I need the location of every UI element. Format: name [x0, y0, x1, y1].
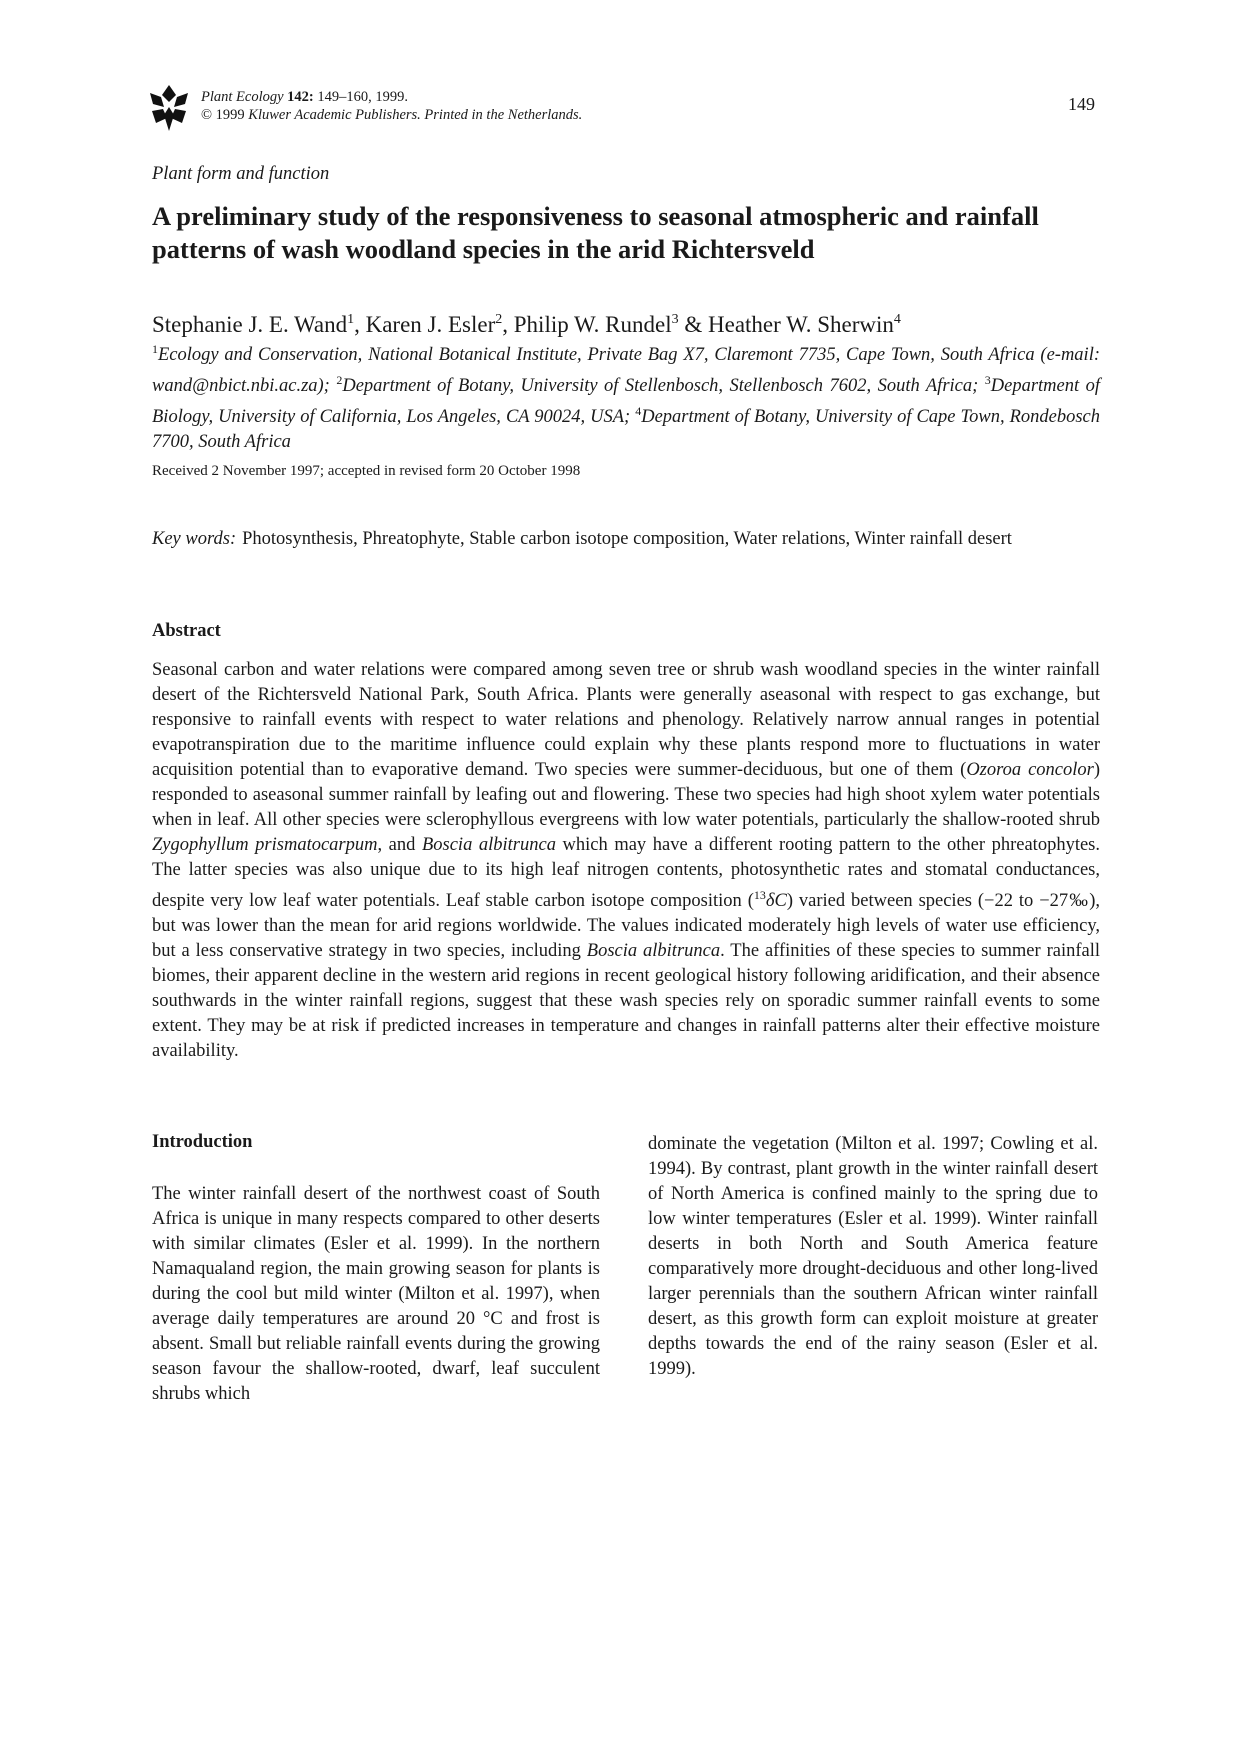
- abstract-text: ) responded to aseasonal summer rainfall by leafing out and flowering. These two species had high shoot xylem water potentials when in leaf. All other species were sclerophyllous evergreens with low water potentials, particularly the shallow-rooted shrub: [152, 760, 1101, 830]
- journal-volume: 142:: [287, 89, 314, 105]
- author-affiliation-mark: 1: [347, 312, 355, 327]
- abstract-text: ) varied between species (−22 to −27‰), but was lower than the mean for arid regions worldwide. The values indicated moderately high levels of water use efficiency, but a less conservative strategy in two species, including: [152, 891, 1100, 961]
- author-separator: ,: [354, 312, 366, 337]
- affiliation-text: Department of Botany, University of Stellenbosch, Stellenbosch 7602, South Africa;: [342, 376, 985, 396]
- species-name: Ozoroa concolor: [966, 760, 1094, 780]
- author-name: Karen J. Esler: [365, 312, 496, 337]
- affiliation-text: Department of Botany, University of Cape Town, Rondebosch 7700, South Africa: [152, 407, 1101, 452]
- affiliation-mark: 4: [635, 404, 642, 418]
- species-name: Boscia albitrunca: [421, 835, 556, 855]
- journal-name: Plant Ecology: [201, 89, 284, 105]
- isotope-superscript: 13: [753, 888, 766, 902]
- affiliation-mark: 3: [984, 373, 991, 387]
- abstract-text: which may have a different rooting pattern to the other phreatophytes. The latter species was also unique due to its high leaf nitrogen contents, photosynthetic rates and stomatal conductances, despite very low leaf water potentials. Leaf stable carbon isotope composition (: [152, 835, 1101, 911]
- abstract-body: [152, 658, 1100, 1064]
- journal-pages: 149–160, 1999.: [317, 89, 409, 105]
- copyright-year: 1999: [215, 107, 245, 123]
- species-name: Zygophyllum prismatocarpum: [152, 835, 378, 855]
- author-affiliation-mark: 4: [893, 312, 901, 327]
- page-number: 149: [1068, 94, 1095, 114]
- affiliation-mark: 2: [336, 373, 343, 387]
- author-name: Philip W. Rundel: [513, 312, 672, 337]
- section-label: Plant form and function: [152, 164, 330, 184]
- author-name: Stephanie J. E. Wand: [152, 312, 348, 337]
- author-separator: ,: [502, 312, 514, 337]
- keywords-text: Photosynthesis, Phreatophyte, Stable carbon isotope composition, Water relations, Winter rainfall desert: [242, 529, 1012, 549]
- keywords: [152, 527, 1100, 552]
- isotope-symbol: δC: [765, 891, 787, 911]
- species-name: Boscia albitrunca: [586, 941, 721, 961]
- author-separator: &: [678, 312, 708, 337]
- keywords-label: Key words:: [152, 529, 237, 549]
- paper-title: A preliminary study of the responsiveness to seasonal atmospheric and rainfall patterns of wash woodland species in the arid Richtersveld: [152, 201, 1039, 264]
- abstract-text: , and: [377, 835, 422, 855]
- author-name: Heather W. Sherwin: [708, 312, 894, 337]
- copyright-symbol: ©: [201, 107, 213, 123]
- introduction-column-left: The winter rainfall desert of the northwest coast of South Africa is unique in many respects compared to other deserts with similar climates (Esler et al. 1999). In the northern Namaqualand region, the main growing season for plants is during the cool but mild winter (Milton et al. 1997), when average daily temperatures are around 20 °C and frost is absent. Small but reliable rainfall events during the growing season favour the shallow-rooted, dwarf, leaf succulent shrubs which: [152, 1184, 600, 1404]
- author-affiliation-mark: 2: [495, 312, 503, 327]
- publisher: Kluwer Academic Publishers. Printed in the Netherlands.: [248, 107, 583, 123]
- affiliation-mark: 1: [152, 342, 158, 356]
- affiliation-text: Ecology and Conservation, National Botanical Institute, Private Bag X7, Claremont 7735, Cape Town, South Africa (e-mail: wand@nbict.nbi.ac.za);: [152, 345, 1100, 396]
- affiliation-text: Department of Biology, University of California, Los Angeles, CA 90024, USA;: [152, 376, 1100, 427]
- kluwer-logo-icon: [150, 85, 188, 131]
- author-affiliation-mark: 3: [671, 312, 679, 327]
- journal-citation: [201, 88, 582, 124]
- abstract-heading: Abstract: [152, 621, 221, 641]
- introduction-heading: Introduction: [152, 1132, 253, 1152]
- affiliations: [152, 337, 1100, 455]
- author-list: [152, 312, 901, 338]
- received-dates: Received 2 November 1997; accepted in revised form 20 October 1998: [152, 463, 581, 479]
- abstract-text: . The affinities of these species to summer rainfall biomes, their apparent decline in the western arid regions in recent geological history following aridification, and their absence southwards in the winter rainfall regions, suggest that these wash species rely on sporadic summer rainfall events to some extent. They may be at risk if predicted increases in temperature and changes in rainfall patterns alter their effective moisture availability.: [152, 941, 1100, 1061]
- introduction-column-right: dominate the vegetation (Milton et al. 1997; Cowling et al. 1994). By contrast, plant growth in the winter rainfall desert of North America is confined mainly to the spring due to low winter temperatures (Esler et al. 1999). Winter rainfall deserts in both North and South America feature comparatively more drought-deciduous and other long-lived larger perennials than the southern African winter rainfall desert, as this growth form can exploit moisture at greater depths towards the end of the rainy season (Esler et al. 1999).: [648, 1134, 1098, 1379]
- abstract-text: Seasonal carbon and water relations were compared among seven tree or shrub wash woodland species in the winter rainfall desert of the Richtersveld National Park, South Africa. Plants were generally aseasonal with respect to gas exchange, but responsive to rainfall events with respect to water relations and phenology. Relatively narrow annual ranges in potential evapotranspiration due to the maritime influence could explain why these plants respond more to fluctuations in water acquisition potential than to evaporative demand. Two species were summer-deciduous, but one of them (: [152, 660, 1100, 780]
